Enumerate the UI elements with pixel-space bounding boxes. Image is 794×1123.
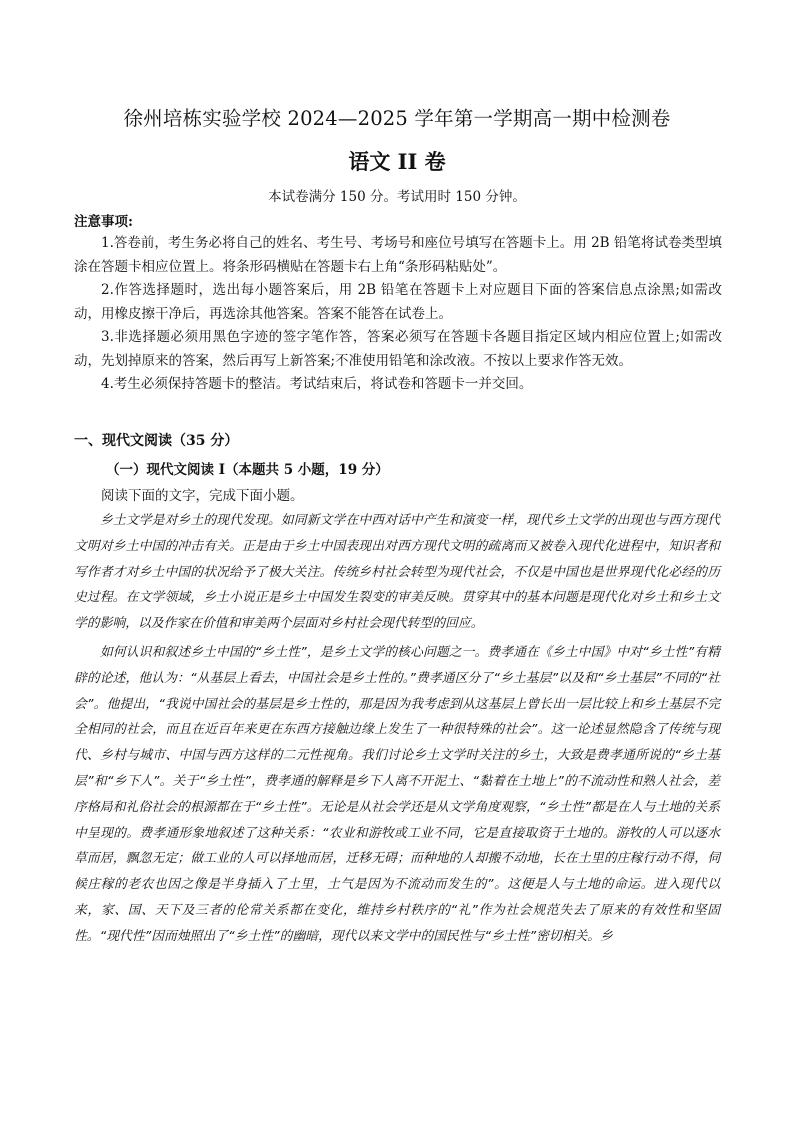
exam-title: 徐州培栋实验学校 2024—2025 学年第一学期高一期中检测卷	[123, 107, 671, 130]
passage-paragraph: 如何认识和叙述乡土中国的“乡土性”，是乡土文学的核心问题之一。费孝通在《乡土中国》中对“乡土性”有精辟的论述，他认为：“从基层上看去，中国社会是乡土性的。”费孝通区分了“乡土基层”以及和“乡土基层”不同的“社会”。他提出，“我说中国社会的基层是乡土性的，那是因为我考虑到从这基层上曾长出一层比较上和乡土基层不完全相同的社会，而且在近百年来更在东西方接触边缘上发生了一种很特殊的社会”。这一论述显然隐含了传统与现代、乡村与城市、中国与西方这样的二元性视角。我们讨论乡土文学时关注的乡土，大致是费孝通所说的“乡土基层”和“乡下人”。关于“乡土性”，费孝通的解释是乡下人离不开泥土、“黏着在土地上”的不流动性和熟人社会，差序格局和礼俗社会的根源都在于“乡土性”。无论是从社会学还是从文学角度观察，“乡土性”都是在人与土地的关系中呈现的。费孝通形象地叙述了这种关系：“农业和游牧或工业不同，它是直接取资于土地的。游牧的人可以逐水草而居，飘忽无定；做工业的人可以择地而居，迁移无碍；而种地的人却搬不动地，长在土里的庄稼行动不得，伺候庄稼的老农也因之像是半身插入了土里，土气是因为不流动而发生的”。这便是人与土地的命运。进入现代以来，家、国、天下及三者的伦常关系都在变化，维持乡村秩序的“礼”作为社会规范失去了原来的有效性和坚固性。“现代性”因而烛照出了“乡土性”的幽暗，现代以来文学中的国民性与“乡土性”密切相关。乡	[74, 644, 720, 944]
notice-item: 2.作答选择题时，选出每小题答案后，用 2B 铅笔在答题卡上对应题目下面的答案信息点涂黑;如需改动，用橡皮擦干净后，再选涂其他答案。答案不能答在试卷上。	[74, 282, 722, 322]
exam-info: 本试卷满分 150 分。考试用时 150 分钟。	[268, 189, 526, 205]
passage-paragraph: 乡土文学是对乡土的现代发现。如同新文学在中西对话中产生和演变一样，现代乡土文学的出现也与西方现代文明对乡土中国的冲击有关。正是由于乡土中国表现出对西方现代文明的疏离而又被卷入现代化进程中，知识者和写作者才对乡土中国的状况给予了极大关注。传统乡村社会转型为现代社会，不仅是中国也是世界现代化必经的历史过程。在文学领域，乡土小说正是乡土中国发生裂变的审美反映。贯穿其中的基本问题是现代化对乡土和乡土文学的影响，以及作家在价值和审美两个层面对乡村社会现代转型的回应。	[74, 513, 720, 632]
notice-list	[74, 232, 722, 397]
subject-title: 语文 II 卷	[348, 149, 446, 174]
notice-item: 3.非选择题必须用黑色字迹的签字笔作答，答案必须写在答题卡各题目指定区域内相应位置上;如需改动，先划掉原来的答案，然后再写上新答案;不准使用铅笔和涂改液。不按以上要求作答无效。	[74, 329, 722, 369]
notice-item: 1.答卷前，考生务必将自己的姓名、考生号、考场号和座位号填写在答题卡上。用 2B 铅笔将试卷类型填涂在答题卡相应位置上。将条形码横贴在答题卡右上角“条形码粘贴处”。	[74, 235, 722, 275]
subsection-heading: （一）现代文阅读 I（本题共 5 小题，19 分）	[106, 462, 389, 478]
notice-heading: 注意事项:	[74, 214, 133, 230]
notice-item: 4.考生必须保持答题卡的整洁。考试结束后，将试卷和答题卡一并交回。	[101, 376, 533, 392]
reading-instruction: 阅读下面的文字，完成下面小题。	[101, 488, 304, 504]
section-heading: 一、现代文阅读（35 分）	[74, 433, 239, 449]
reading-passage	[74, 508, 720, 953]
